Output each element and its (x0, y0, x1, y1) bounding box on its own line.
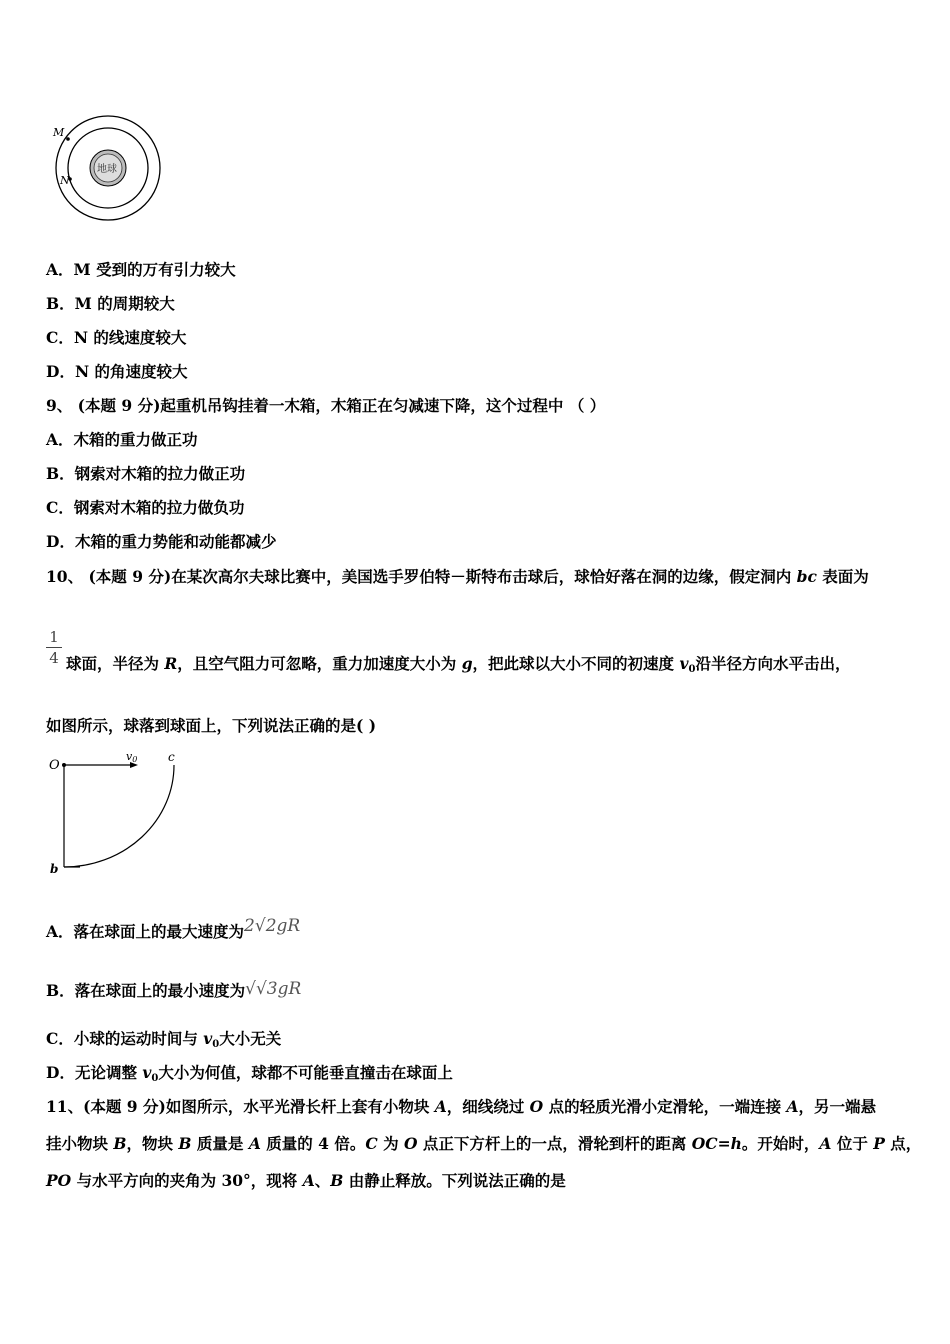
label-v0: v0 (126, 750, 138, 764)
q11-stem-line3: PO 与水平方向的夹角为 30°，现将 A、B 由静止释放。下列说法正确的是 (46, 1171, 566, 1190)
q8-option-a: A．M 受到的万有引力较大 (46, 260, 236, 279)
label-o: O (49, 758, 60, 773)
q9-option-d: D．木箱的重力势能和动能都减少 (46, 532, 277, 551)
q10-option-d: D．无论调整 $v_0$大小为何值，球都不可能垂直撞击在球面上 (46, 1063, 453, 1084)
label-earth: 地球 (97, 164, 117, 175)
q10-stem-line1: 10、 (本题 9 分)在某次高尔夫球比赛中，美国选手罗伯特－斯特布击球后，球恰好落在洞的边缘，假定洞内 bc 表面为 (46, 567, 869, 586)
label-b: b (50, 862, 59, 876)
q9-option-b: B．钢索对木箱的拉力做正功 (46, 464, 246, 483)
fraction-quarter: 1 4 (46, 628, 62, 667)
q9-option-a: A．木箱的重力做正功 (46, 430, 198, 449)
q11-stem-line2: 挂小物块 B，物块 B 质量是 A 质量的 4 倍。C 为 O 点正下方杆上的一点，滑轮到杆的距离 OC=h。开始时，A 位于 P 点， (46, 1134, 922, 1153)
q10-option-b: B．落在球面上的最小速度为√√3gR (46, 979, 302, 1000)
formula-min-speed: √√3gR (245, 979, 302, 999)
q10-stem-line2: 球面，半径为 R，且空气阻力可忽略，重力加速度大小为 g，把此球以大小不同的初速度 $v_0$沿半径方向水平击出， (66, 654, 851, 675)
formula-max-speed: 2√2gR (244, 916, 301, 936)
q8-option-c: C．N 的线速度较大 (46, 328, 187, 347)
q11-stem-line1: 11、(本题 9 分)如图所示，水平光滑长杆上套有小物块 A，细线绕过 O 点的轻质光滑小定滑轮，一端连接 A，另一端悬 (46, 1097, 877, 1116)
q8-option-b: B．M 的周期较大 (46, 294, 175, 313)
q10-option-c: C．小球的运动时间与 $v_0$大小无关 (46, 1029, 282, 1050)
label-n: N (60, 174, 70, 187)
q9-option-c: C．钢索对木箱的拉力做负功 (46, 498, 245, 517)
q10-stem-line3: 如图所示，球落到球面上，下列说法正确的是( ) (46, 716, 377, 735)
q8-option-d: D．N 的角速度较大 (46, 362, 188, 381)
label-m: M (53, 126, 65, 139)
q10-option-a: A．落在球面上的最大速度为2√2gR (46, 916, 301, 941)
label-c: c (168, 750, 175, 764)
q9-stem: 9、 (本题 9 分)起重机吊钩挂着一木箱，木箱正在匀减速下降，这个过程中 （ ） (46, 396, 606, 415)
quarter-sphere-figure (40, 742, 200, 882)
orbit-figure (48, 112, 168, 224)
